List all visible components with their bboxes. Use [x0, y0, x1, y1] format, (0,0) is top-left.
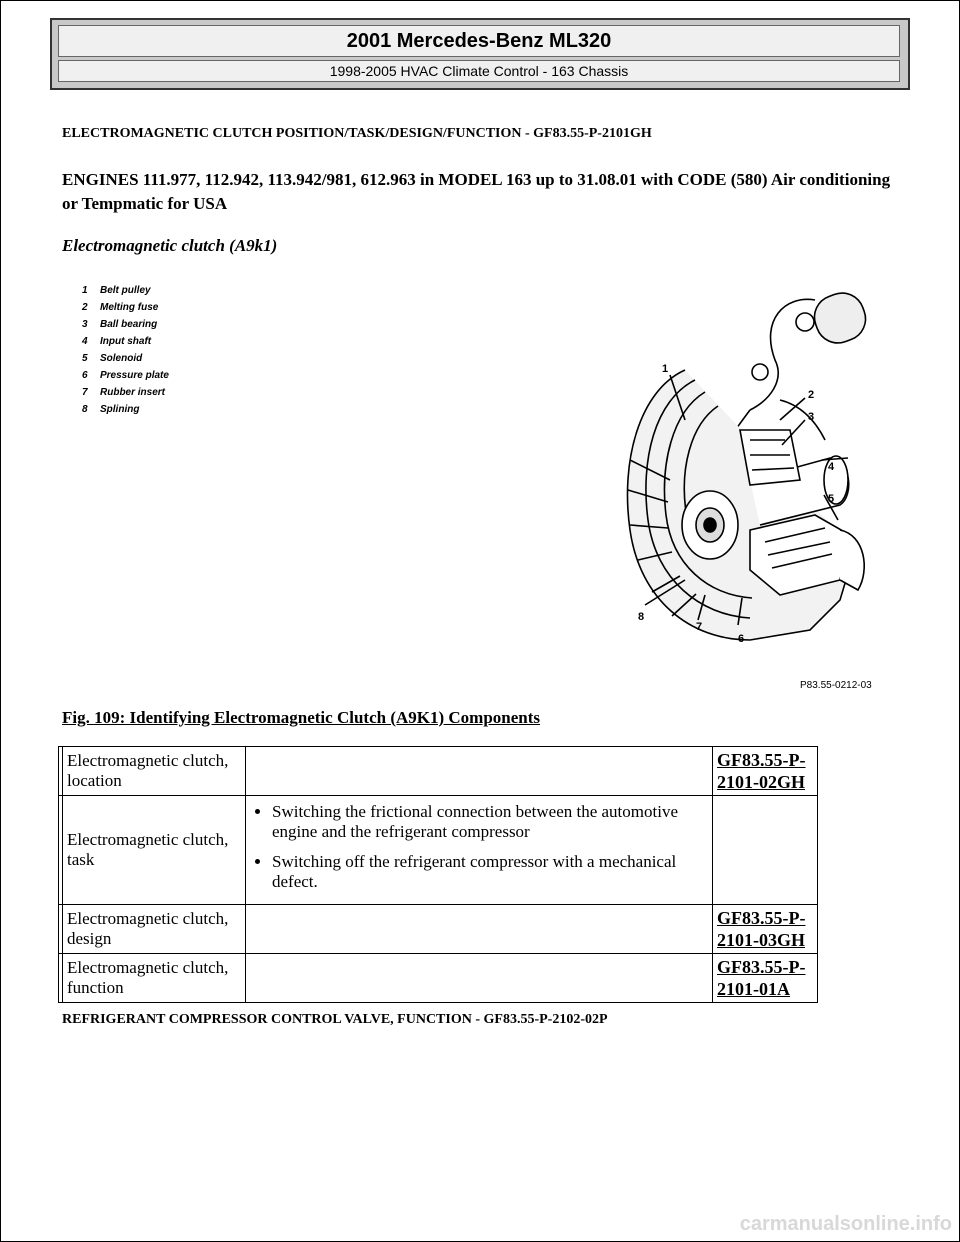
legend-label: Rubber insert	[100, 387, 166, 398]
bullet-item: • Switching off the refrigerant compressor with a mechanical defect.	[272, 852, 708, 892]
svg-text:4: 4	[828, 461, 835, 473]
svg-text:6: 6	[738, 633, 745, 645]
figure-caption: Fig. 109: Identifying Electromagnetic Clutch (A9K1) Components	[62, 708, 541, 727]
bullet-list	[250, 802, 708, 892]
legend-label: Solenoid	[100, 353, 143, 364]
row-content	[246, 747, 713, 796]
svg-text:3: 3	[808, 411, 815, 423]
table-row	[59, 954, 818, 1003]
legend-number: 1	[82, 285, 88, 296]
legend-number: 3	[82, 319, 88, 330]
legend-label: Splining	[100, 404, 140, 415]
header-subtitle: 1998-2005 HVAC Climate Control - 163 Chassis	[329, 63, 629, 79]
figure-code: P83.55-0212-03	[800, 680, 872, 691]
legend-item	[82, 282, 169, 299]
legend-number: 2	[82, 302, 88, 313]
row-label: Electromagnetic clutch, function	[63, 954, 246, 1003]
watermark: carmanualsonline.info	[739, 1213, 952, 1235]
svg-text:1: 1	[662, 363, 669, 375]
row-link-cell	[713, 954, 818, 1003]
header-title: 2001 Mercedes-Benz ML320	[346, 29, 612, 52]
section-heading: ELECTROMAGNETIC CLUTCH POSITION/TASK/DESIGN/FUNCTION - GF83.55-P-2101GH	[62, 126, 652, 141]
engine-applicability-heading: ENGINES 111.977, 112.942, 113.942/981, 612.963 in MODEL 163 up to 31.08.01 with CODE (580) Air conditioning or Tempmatic for USA	[62, 170, 891, 213]
legend-number: 8	[82, 404, 88, 415]
legend-label: Melting fuse	[100, 302, 159, 313]
row-label: Electromagnetic clutch, task	[63, 796, 246, 905]
row-link-cell	[713, 796, 818, 905]
svg-text:2: 2	[808, 389, 815, 401]
figure-legend	[82, 282, 169, 418]
reference-link[interactable]: GF83.55-P-2101-01A	[717, 957, 806, 999]
legend-item	[82, 299, 169, 316]
component-heading: Electromagnetic clutch (A9k1)	[62, 236, 278, 255]
row-content	[246, 905, 713, 954]
legend-number: 4	[82, 336, 88, 347]
legend-item	[82, 333, 169, 350]
reference-link[interactable]: GF83.55-P-2101-02GH	[717, 750, 806, 792]
row-label: Electromagnetic clutch, location	[63, 747, 246, 796]
legend-label: Ball bearing	[100, 319, 158, 330]
legend-item	[82, 316, 169, 333]
row-label: Electromagnetic clutch, design	[63, 905, 246, 954]
row-content	[246, 796, 713, 905]
table-row	[59, 747, 818, 796]
info-table	[58, 746, 818, 1003]
clutch-diagram	[600, 280, 900, 700]
header-title-box	[58, 25, 900, 57]
row-content	[246, 954, 713, 1003]
header-subtitle-box	[58, 60, 900, 82]
legend-item	[82, 401, 169, 418]
legend-item	[82, 367, 169, 384]
next-section-heading: REFRIGERANT COMPRESSOR CONTROL VALVE, FUNCTION - GF83.55-P-2102-02P	[62, 1012, 608, 1027]
table-row	[59, 796, 818, 905]
legend-label: Pressure plate	[100, 370, 169, 381]
reference-link[interactable]: GF83.55-P-2101-03GH	[717, 908, 806, 950]
svg-text:5: 5	[828, 493, 835, 505]
legend-label: Input shaft	[100, 336, 152, 347]
row-link-cell	[713, 747, 818, 796]
table-row	[59, 905, 818, 954]
svg-text:7: 7	[696, 621, 703, 633]
legend-number: 5	[82, 353, 88, 364]
legend-item	[82, 350, 169, 367]
legend-item	[82, 384, 169, 401]
svg-text:8: 8	[638, 611, 645, 623]
row-link-cell	[713, 905, 818, 954]
legend-number: 6	[82, 370, 88, 381]
bullet-item: • Switching the frictional connection between the automotive engine and the refrigerant compressor	[272, 802, 708, 842]
page-header	[50, 18, 910, 90]
legend-number: 7	[82, 387, 88, 398]
legend-label: Belt pulley	[100, 285, 151, 296]
